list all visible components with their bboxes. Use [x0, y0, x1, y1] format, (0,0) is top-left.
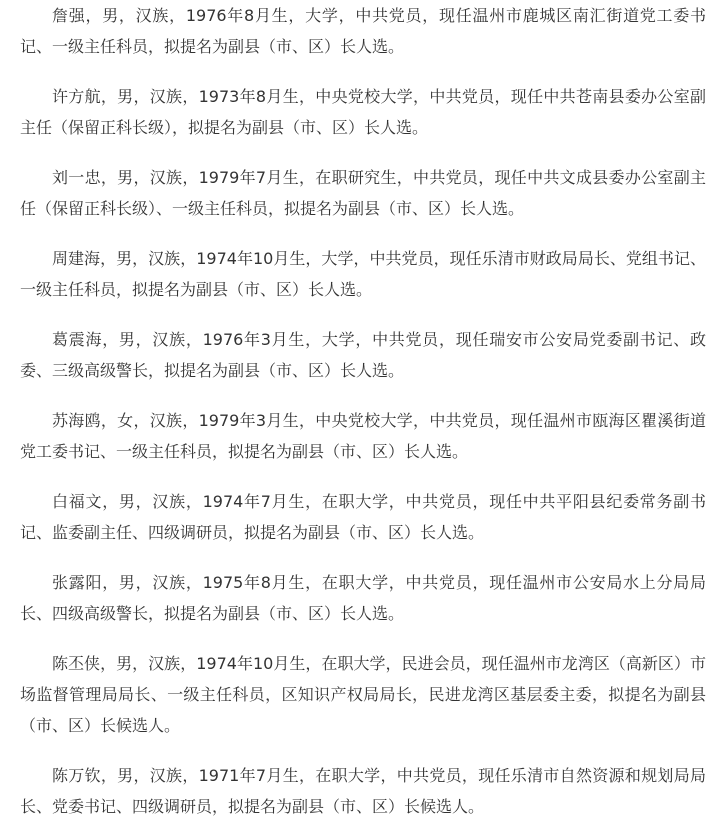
candidate-paragraph-zhan-qiang: 詹强，男，汉族，1976年8月生，大学，中共党员，现任温州市鹿城区南汇街道党工委书记、一级主任科员，拟提名为副县（市、区）长人选。 [20, 6, 706, 56]
candidate-paragraph-ge-zhenhai: 葛震海，男，汉族，1976年3月生，大学，中共党员，现任瑞安市公安局党委副书记、政委、三级高级警长，拟提名为副县（市、区）长人选。 [20, 330, 706, 380]
candidate-paragraph-xu-fanghang: 许方航，男，汉族，1973年8月生，中央党校大学，中共党员，现任中共苍南县委办公室副主任（保留正科长级），拟提名为副县（市、区）长人选。 [20, 87, 706, 137]
candidate-paragraph-bai-fuwen: 白福文，男，汉族，1974年7月生，在职大学，中共党员，现任中共平阳县纪委常务副书记、监委副主任、四级调研员，拟提名为副县（市、区）长人选。 [20, 492, 706, 542]
candidate-paragraph-chen-pixia: 陈丕侠，男，汉族，1974年10月生，在职大学，民进会员，现任温州市龙湾区（高新区）市场监督管理局局长、一级主任科员，区知识产权局局长，民进龙湾区基层委主委，拟提名为副县（市、区）长候选人。 [20, 654, 706, 735]
candidate-paragraph-liu-yizhong: 刘一忠，男，汉族，1979年7月生，在职研究生，中共党员，现任中共文成县委办公室副主任（保留正科长级）、一级主任科员，拟提名为副县（市、区）长人选。 [20, 168, 706, 218]
candidate-paragraph-su-haiou: 苏海鸥，女，汉族，1979年3月生，中央党校大学，中共党员，现任温州市瓯海区瞿溪街道党工委书记、一级主任科员，拟提名为副县（市、区）长人选。 [20, 411, 706, 461]
candidate-paragraph-zhang-luyang: 张露阳，男，汉族，1975年8月生，在职大学，中共党员，现任温州市公安局水上分局局长、四级高级警长，拟提名为副县（市、区）长人选。 [20, 573, 706, 623]
candidate-paragraph-zhou-jianhai: 周建海，男，汉族，1974年10月生，大学，中共党员，现任乐清市财政局局长、党组书记、一级主任科员，拟提名为副县（市、区）长人选。 [20, 249, 706, 299]
candidate-paragraph-chen-wanqin: 陈万钦，男，汉族，1971年7月生，在职大学，中共党员，现任乐清市自然资源和规划局局长、党委书记、四级调研员，拟提名为副县（市、区）长候选人。 [20, 766, 706, 816]
